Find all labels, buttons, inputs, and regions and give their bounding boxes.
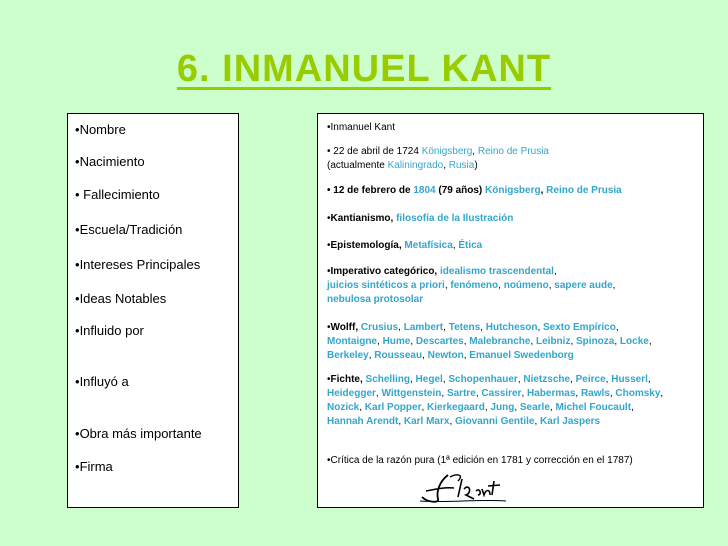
link-sapere-aude[interactable]: sapere aude — [554, 280, 613, 291]
influyo-link-9[interactable]: Cassirer — [481, 388, 522, 399]
link-idealismo[interactable]: idealismo trascendental — [440, 266, 554, 277]
label-obra: •Obra más importante — [75, 426, 202, 441]
influido-link-6[interactable]: Hume — [382, 336, 411, 347]
label-influyo: •Influyó a — [75, 374, 129, 389]
link-nebulosa[interactable]: nebulosa protosolar — [327, 294, 424, 305]
influyo-link-14[interactable]: Karl Popper — [364, 402, 422, 413]
influido-link-14[interactable]: Newton — [427, 350, 464, 361]
influido-link-2[interactable]: Tetens — [448, 322, 481, 333]
slide-title: 6. INMANUEL KANT — [176, 48, 552, 90]
influido-link-7[interactable]: Descartes — [415, 336, 464, 347]
label-influido: •Influido por — [75, 323, 144, 338]
influido-link-12[interactable]: Berkeley — [327, 350, 369, 361]
kant-signature — [418, 469, 508, 505]
influido-link-8[interactable]: Malebranche — [469, 336, 531, 347]
value-intereses: •Epistemología, Metafísica, Ética — [327, 240, 483, 251]
influyo-link-4[interactable]: Peirce — [575, 374, 606, 385]
value-fallecimiento: • 12 de febrero de 1804 (79 años) Königsberg, Reino de Prusia — [327, 185, 622, 196]
link-rusia[interactable]: Rusia — [448, 160, 475, 171]
influido-link-15[interactable]: Emanuel Swedenborg — [469, 350, 574, 361]
value-obra: •Crítica de la razón pura (1ª edición en 1781 y corrección en el 1787) — [327, 455, 633, 466]
value-escuela: •Kantianismo, filosofía de la Ilustración — [327, 213, 514, 224]
right-panel — [317, 113, 704, 508]
influido-link-0[interactable]: Crusius — [360, 322, 399, 333]
influyo-link-13[interactable]: Nozick — [327, 402, 360, 413]
influido-link-10[interactable]: Spinoza — [576, 336, 615, 347]
influyo-link-22[interactable]: Karl Jaspers — [540, 416, 601, 427]
influido-link-13[interactable]: Rousseau — [374, 350, 423, 361]
influyo-link-20[interactable]: Karl Marx — [403, 416, 450, 427]
influyo-link-5[interactable]: Husserl — [611, 374, 648, 385]
link-etica[interactable]: Ética — [458, 240, 483, 251]
label-nacimiento: •Nacimiento — [75, 154, 145, 169]
influyo-link-19[interactable]: Hannah Arendt — [327, 416, 399, 427]
influido-link-11[interactable]: Locke — [619, 336, 649, 347]
influyo-link-10[interactable]: Habermas — [527, 388, 576, 399]
label-ideas: •Ideas Notables — [75, 291, 167, 306]
link-konigsberg[interactable]: Königsberg — [421, 146, 473, 157]
influyo-link-6[interactable]: Heidegger — [327, 388, 376, 399]
influyo-link-1[interactable]: Hegel — [415, 374, 443, 385]
value-nombre: •Inmanuel Kant — [327, 122, 396, 133]
value-ideas: •Imperativo categórico, idealismo trascendental, juicios sintéticos a priori, fenómeno, noúmeno, sapere aude, nebulosa protosolar — [327, 266, 616, 305]
link-1804[interactable]: 1804 — [413, 185, 436, 196]
label-firma: •Firma — [75, 459, 113, 474]
link-juicios[interactable]: juicios sintéticos a priori — [327, 280, 445, 291]
influyo-link-3[interactable]: Nietzsche — [523, 374, 571, 385]
influyo-link-8[interactable]: Sartre — [446, 388, 476, 399]
influyo-link-7[interactable]: Wittgenstein — [381, 388, 442, 399]
influido-link-1[interactable]: Lambert — [403, 322, 444, 333]
link-reino-prusia[interactable]: Reino de Prusia — [477, 146, 549, 157]
label-intereses: •Intereses Principales — [75, 257, 201, 272]
influido-link-9[interactable]: Leibniz — [536, 336, 571, 347]
influyo-link-2[interactable]: Schopenhauer — [448, 374, 518, 385]
value-influido: •Wolff, Crusius, Lambert, Tetens, Hutcheson, Sexto Empírico, Montaigne, Hume, Descartes, Malebranche, Leibniz, Spinoza, Locke, Berkeley, Rousseau, Newton, Emanuel Swedenborg — [327, 322, 652, 361]
influyo-link-0[interactable]: Schelling — [365, 374, 410, 385]
label-escuela: •Escuela/Tradición — [75, 222, 183, 237]
label-fallecimiento: • Fallecimiento — [75, 187, 160, 202]
influido-link-3[interactable]: Hutcheson — [485, 322, 538, 333]
link-metafisica[interactable]: Metafísica — [404, 240, 453, 251]
link-noumeno[interactable]: noúmeno — [503, 280, 549, 291]
value-influyo: •Fichte, Schelling, Hegel, Schopenhauer, Nietzsche, Peirce, Husserl, Heidegger, Wittgenstein, Sartre, Cassirer, Habermas, Rawls, Chomsky, Nozick, Karl Popper, Kierkegaard, Jung, Searle, Michel Foucault, Hannah Arendt, Karl Marx, Giovanni Gentile, Karl Jaspers — [327, 374, 664, 427]
influyo-link-12[interactable]: Chomsky — [615, 388, 661, 399]
influido-link-4[interactable]: Sexto Empírico — [543, 322, 616, 333]
influyo-link-15[interactable]: Kierkegaard — [427, 402, 485, 413]
link-reino-prusia-2[interactable]: Reino de Prusia — [546, 185, 622, 196]
influyo-link-16[interactable]: Jung — [490, 402, 515, 413]
value-nacimiento: • 22 de abril de 1724 Königsberg, Reino de Prusia (actualmente Kaliningrado, Rusia) — [327, 146, 549, 171]
influyo-link-21[interactable]: Giovanni Gentile — [455, 416, 535, 427]
left-panel — [67, 113, 239, 508]
link-fenomeno[interactable]: fenómeno — [450, 280, 499, 291]
label-nombre: •Nombre — [75, 122, 126, 137]
link-ilustracion[interactable]: filosofía de la Ilustración — [396, 213, 514, 224]
influyo-link-17[interactable]: Searle — [519, 402, 550, 413]
link-konigsberg-2[interactable]: Königsberg — [485, 185, 541, 196]
influido-link-5[interactable]: Montaigne — [327, 336, 377, 347]
link-kaliningrado[interactable]: Kaliningrado — [387, 160, 444, 171]
influyo-link-11[interactable]: Rawls — [580, 388, 610, 399]
influyo-link-18[interactable]: Michel Foucault — [555, 402, 632, 413]
